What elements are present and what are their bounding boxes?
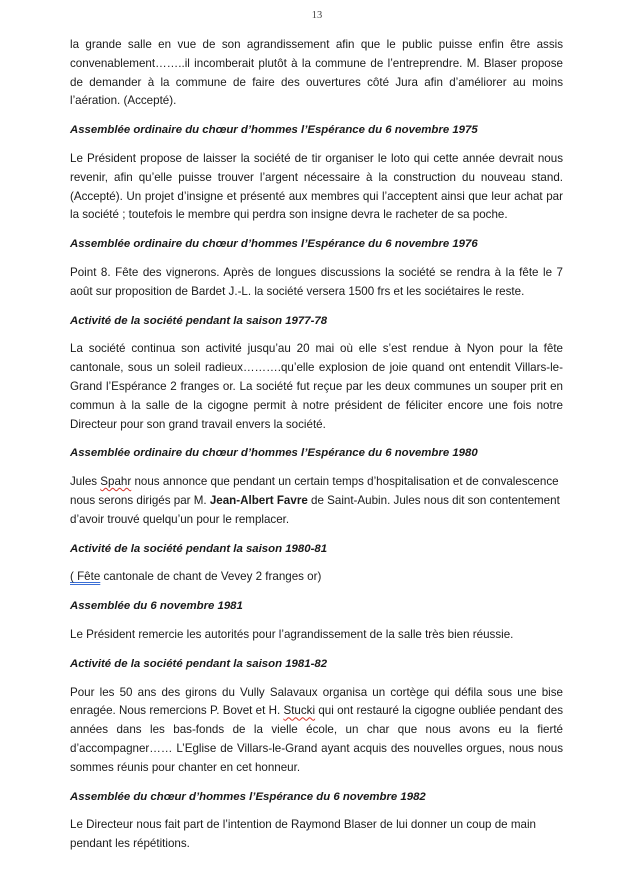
heading-saison-1981-82: Activité de la société pendant la saison 1981-82 [70,657,328,670]
document-body [70,36,563,864]
heading-saison-1977-78: Activité de la société pendant la saison 1977-78 [70,314,328,327]
heading-assemblee-1975: Assemblée ordinaire du chœur d’hommes l’Espérance du 6 novembre 1975 [70,124,478,137]
heading-assemblee-1980: Assemblée ordinaire du chœur d’hommes l’Espérance du 6 novembre 1980 [70,447,478,460]
heading-assemblee-1981: Assemblée du 6 novembre 1981 [70,600,243,613]
heading-saison-1980-81: Activité de la société pendant la saison 1980-81 [70,542,328,555]
paragraph-girons-vully [70,684,563,778]
spellcheck-word: Stucki [283,704,316,718]
text-segment: nous annonce que pendant un certain temps d’hospitalisation et de convalescence nous serons dirigés par M. [70,475,559,507]
paragraph-fete-vevey [70,568,563,587]
page-number: 13 [311,10,323,21]
bold-name: Jean-Albert Favre [209,493,308,507]
text-segment: cantonale de chant de Vevey 2 franges or) [100,570,322,584]
heading-assemblee-1976: Assemblée ordinaire du chœur d’hommes l’Espérance du 6 novembre 1976 [70,238,478,251]
text-segment: Pour les 50 ans des girons du Vully Salavaux organisa un cortège qui défila sous une bise enragée. Nous remercions P. Bovet et H. [70,685,563,718]
paragraph-jules-spahr [70,473,563,529]
paragraph-fete-cantonale-nyon: La société continua son activité jusqu’au 20 mai où elle s’est rendue à Nyon pour la fête cantonale, sous un soleil radieux……….qu’elle explosion de joie quand ont entendit Villars-le-Grand l’Espérance 2 franges or. La société fut reçue par les deux communes un souper prit en commun à la salle de la cigogne permit à notre président de féliciter encore une fois notre Directeur pour son grand travail envers la société. [70,342,563,431]
text-segment: Jules [70,475,101,489]
paragraph-salle: la grande salle en vue de son agrandissement afin que le public puisse enfin être assis convenablement……..il incomberait plutôt à la commune de l’entreprendre. M. Blaser propose de demander à la commune de faire des ouvertures côté Jura afin d’améliorer au moins l’aération. (Accepté). [70,38,563,108]
spellcheck-word: Spahr [100,475,132,489]
grammar-flagged-word: ( Fête [70,570,101,584]
text-segment: qui ont restauré la cigogne oubliée pendant des années dans les bas-fonds de la vielle école, un char que nous avons eu la fierté d’accompagner…… L’Eglise de Villars-le-Grand ayant acquis des nouvelles orgues, nous nous sommes réunis pour chanter en cet honneur. [70,704,563,774]
paragraph-remerciements: Le Président remercie les autorités pour l’agrandissement de la salle très bien réussie. [70,627,514,641]
paragraph-directeur: Le Directeur nous fait part de l’intention de Raymond Blaser de lui donner un coup de main pendant les répétitions. [70,818,536,851]
text-segment: de Saint-Aubin. Jules nous dit son contentement d’avoir trouvé quelqu’un pour le remplacer. [70,493,560,526]
paragraph-fete-vignerons: Point 8. Fête des vignerons. Après de longues discussions la société se rendra à la fête le 7 août sur proposition de Bardet J.-L. la société versera 1500 frs et les sociétaires le reste. [70,265,563,298]
paragraph-loto: Le Président propose de laisser la société de tir organiser le loto qui cette année devrait nous revenir, afin qu’elle puisse trouver l’argent nécessaire à la construction du nouveau stand. (Accepté). Un projet d’insigne et présenté aux membres qui l’acceptent ainsi que leur achat par la société ; toutefois le membre qui perdra son insigne devra le racheter de sa poche. [70,151,563,222]
heading-assemblee-1982: Assemblée du chœur d’hommes l’Espérance du 6 novembre 1982 [70,790,426,803]
